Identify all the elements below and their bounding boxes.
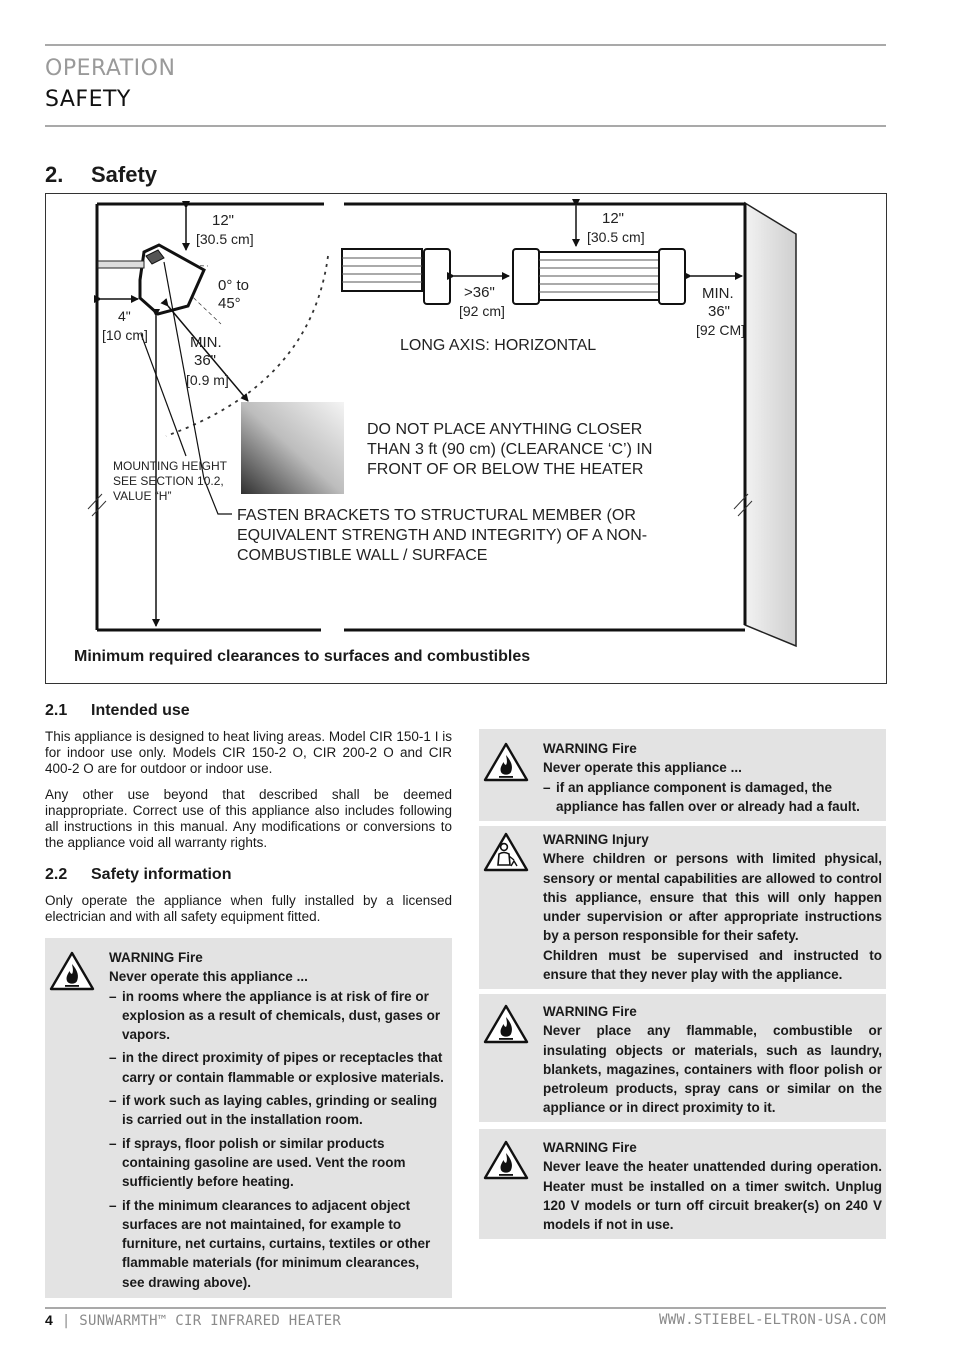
warning-box-unattended xyxy=(479,1129,886,1239)
warning-list-item: – if work such as laying cables, grinding or sealing is carried out in the installation room. xyxy=(109,1091,444,1130)
warning-body: Never place any flammable, combustible or insulating objects or materials, such as laundry, blankets, magazines, containers with floor polish or petroleum products, spray cans or similar on the appliance or in direct proximity to it. xyxy=(543,1023,882,1116)
clearance-zone-square xyxy=(241,402,344,494)
warning-list xyxy=(109,987,444,1292)
warning-intro: Never operate this appliance ... xyxy=(109,969,308,985)
intended-use-paragraph-1: This appliance is designed to heat living areas. Model CIR 150-1 I is for indoor use only. Models CIR 150-2 O, CIR 200-2 O and CIR 400-2 O are for outdoor or indoor use. xyxy=(45,729,452,776)
warning-body: Where children or persons with limited physical, sensory or mental capabilities are allowed to control this appliance, ensure that this will only happen under supervision or after appropriate instructions by a person responsible for their safety. xyxy=(543,851,882,944)
label-min: MIN. xyxy=(190,334,222,351)
warning-heading: WARNING Fire xyxy=(543,741,637,756)
label-long-axis: LONG AXIS: HORIZONTAL xyxy=(400,337,597,354)
section-number: 2. xyxy=(45,162,64,187)
figure-caption: Minimum required clearances to surfaces and combustibles xyxy=(74,648,531,665)
label-side-clear: 4" xyxy=(118,308,131,324)
clearance-diagram xyxy=(45,193,887,684)
section-title-text: Safety xyxy=(91,162,158,187)
warning-body-children: Children must be supervised and instructed to ensure that they never play with the appliance. xyxy=(543,947,882,983)
label-top-right-clear: 12" xyxy=(602,210,625,227)
subsection-intended-use-heading xyxy=(45,702,190,720)
header-top-rule xyxy=(45,44,886,46)
warning-list-item: – if an appliance component is damaged, the appliance has fallen over or already had a fault. xyxy=(543,778,879,817)
label-do-not-place-2: THAN 3 ft (90 cm) (CLEARANCE ‘C’) IN xyxy=(367,441,653,458)
warning-list xyxy=(543,778,879,817)
clearance-diagram-svg xyxy=(46,194,886,683)
label-angle-1: 0° to xyxy=(218,277,250,294)
label-between-clear-metric: [92 cm] xyxy=(459,303,505,319)
footer-product-name: SUNWARMTH™ CIR INFRARED HEATER xyxy=(79,1313,342,1329)
label-mounting-1: MOUNTING HEIGHT xyxy=(113,459,227,473)
warning-list-item: – in rooms where the appliance is at risk of fire or explosion as a result of chemicals, dust, gases or vapors. xyxy=(109,987,444,1045)
label-mounting-2: SEE SECTION 10.2, xyxy=(113,474,224,488)
label-mounting-3: VALUE “H” xyxy=(113,489,172,503)
fire-warning-icon xyxy=(483,741,529,783)
label-angle-2: 45° xyxy=(218,295,241,312)
header-title: SAFETY xyxy=(45,87,131,112)
fire-warning-icon xyxy=(483,1139,529,1181)
subsection-title: Intended use xyxy=(91,702,190,719)
subsection-title: Safety information xyxy=(91,866,232,883)
leader-mounting xyxy=(141,334,186,456)
heater-front-view-right xyxy=(513,249,685,304)
label-min-value: 36" xyxy=(194,352,217,369)
safety-info-paragraph: Only operate the appliance when fully installed by a licensed electrician and with all safety equipment fitted. xyxy=(45,893,452,924)
label-between-clear: >36" xyxy=(464,284,495,301)
subsection-safety-info-heading xyxy=(45,866,231,884)
header-bottom-rule xyxy=(45,125,886,127)
label-top-left-clear-metric: [30.5 cm] xyxy=(196,231,254,247)
label-top-right-clear-metric: [30.5 cm] xyxy=(587,229,645,245)
warning-intro: Never operate this appliance ... xyxy=(543,760,742,776)
label-fasten-1: FASTEN BRACKETS TO STRUCTURAL MEMBER (OR xyxy=(237,507,636,524)
label-do-not-place-1: DO NOT PLACE ANYTHING CLOSER xyxy=(367,421,643,438)
intended-use-paragraph-2: Any other use beyond that described shall be deemed inappropriate. Correct use of this appliance also includes following all instructions in this manual. Any modifications or conversions to the appliance void all warranty rights. xyxy=(45,787,452,850)
label-top-left-clear: 12" xyxy=(212,212,235,229)
warning-list-item: – if sprays, floor polish or similar products containing gasoline are used. Vent the room sufficiently before heating. xyxy=(109,1134,444,1192)
warning-heading: WARNING Fire xyxy=(109,950,203,965)
label-do-not-place-3: FRONT OF OR BELOW THE HEATER xyxy=(367,461,644,478)
page-number: 4 xyxy=(45,1312,54,1328)
warning-box-flammable-objects xyxy=(479,994,886,1122)
warning-box-damaged-appliance xyxy=(479,729,886,821)
side-wall xyxy=(745,203,796,646)
footer-left: 4 | SUNWARMTH™ CIR INFRARED HEATER xyxy=(45,1312,342,1329)
header-category: OPERATION xyxy=(45,56,176,81)
warning-box-injury xyxy=(479,826,886,989)
fire-warning-icon xyxy=(49,950,95,992)
label-right-min: MIN. xyxy=(702,285,734,302)
heater-side-view-left xyxy=(342,249,450,304)
fire-warning-icon xyxy=(483,1003,529,1045)
warning-heading: WARNING Fire xyxy=(543,1140,637,1155)
warning-box-fire-conditions xyxy=(45,938,452,1298)
subsection-number: 2.1 xyxy=(45,702,68,719)
warning-body: Never leave the heater unattended during operation. Heater must be installed on a timer switch. Unplug 120 V models or turn off circuit breaker(s) on 240 V models if not in use. xyxy=(543,1159,882,1233)
label-min-metric: [0.9 m] xyxy=(186,372,229,388)
subsection-number: 2.2 xyxy=(45,866,68,883)
label-fasten-3: COMBUSTIBLE WALL / SURFACE xyxy=(237,547,488,564)
warning-heading: WARNING Fire xyxy=(543,1004,637,1019)
footer-rule xyxy=(45,1307,886,1309)
label-right-min-value: 36" xyxy=(708,303,731,320)
warning-heading: WARNING Injury xyxy=(543,832,649,847)
warning-list-item: – if the minimum clearances to adjacent object surfaces are not maintained, for example to furniture, net curtains, curtains, textiles or other flammable materials (for minimum clearances, see drawing above). xyxy=(109,1196,444,1292)
section-title xyxy=(45,162,157,188)
label-side-clear-metric: [10 cm] xyxy=(102,327,148,343)
warning-list-item: – in the direct proximity of pipes or receptacles that carry or contain flammable or explosive materials. xyxy=(109,1048,444,1087)
mount-bracket xyxy=(98,261,144,268)
footer-website: WWW.STIEBEL-ELTRON-USA.COM xyxy=(659,1312,886,1328)
label-right-min-metric: [92 CM] xyxy=(696,322,746,338)
child-warning-icon xyxy=(483,831,529,873)
label-fasten-2: EQUIVALENT STRENGTH AND INTEGRITY) OF A NON- xyxy=(237,527,648,544)
